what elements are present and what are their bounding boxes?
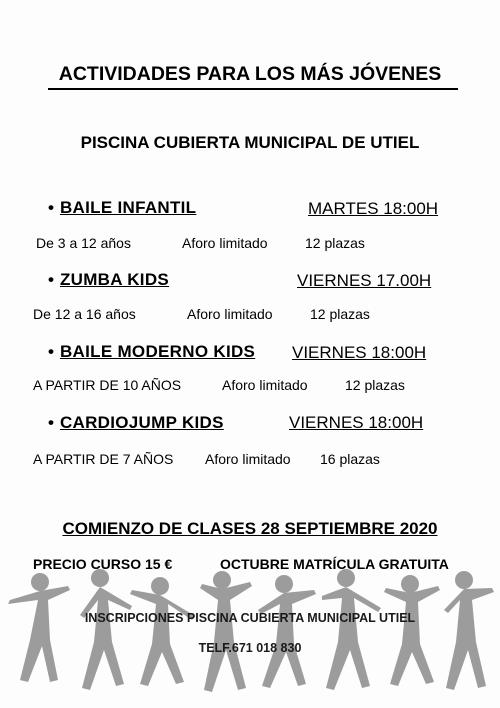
free-registration-text: OCTUBRE MATRÍCULA GRATUITA <box>220 556 449 572</box>
page-title: ACTIVIDADES PARA LOS MÁS JÓVENES <box>58 63 442 85</box>
activity-plazas-3: 12 plazas <box>345 377 405 393</box>
bullet: • <box>48 270 54 289</box>
price-text: PRECIO CURSO 15 € <box>33 556 173 572</box>
activity-name-2: • ZUMBA KIDS <box>48 270 170 289</box>
activity-aforo-4: Aforo limitado <box>205 451 291 467</box>
dancers-silhouette-icon <box>0 560 500 708</box>
activity-time-2: VIERNES 17.00H <box>297 271 432 290</box>
activity-time-1: MARTES 18:00H <box>308 199 439 218</box>
activity-name-1: • BAILE INFANTIL <box>48 198 197 217</box>
bullet: • <box>48 413 54 432</box>
bullet: • <box>48 342 54 361</box>
activity-time-3: VIERNES 18:00H <box>292 343 427 362</box>
activity-time-4: VIERNES 18:00H <box>289 413 424 432</box>
activity-age-1: De 3 a 12 años <box>36 235 131 251</box>
activity-age-4: A PARTIR DE 7 AÑOS <box>33 451 174 467</box>
activity-aforo-3: Aforo limitado <box>222 377 308 393</box>
activity-plazas-2: 12 plazas <box>310 306 370 322</box>
activity-name-4: • CARDIOJUMP KIDS <box>48 413 224 432</box>
bullet: • <box>48 198 54 217</box>
registration-info: INSCRIPCIONES PISCINA CUBIERTA MUNICIPAL UTIEL <box>84 611 416 625</box>
page-subtitle: PISCINA CUBIERTA MUNICIPAL DE UTIEL <box>80 133 420 152</box>
title-underline <box>48 88 458 90</box>
activity-plazas-1: 12 plazas <box>305 235 365 251</box>
activity-aforo-1: Aforo limitado <box>182 235 268 251</box>
start-date: COMIENZO DE CLASES 28 SEPTIEMBRE 2020 <box>62 519 438 538</box>
activity-age-2: De 12 a 16 años <box>33 306 136 322</box>
activity-age-3: A PARTIR DE 10 AÑOS <box>33 377 182 393</box>
phone-number: TELF.671 018 830 <box>198 641 302 655</box>
activity-plazas-4: 16 plazas <box>320 451 380 467</box>
activity-aforo-2: Aforo limitado <box>187 306 273 322</box>
activity-name-3: • BAILE MODERNO KIDS <box>48 342 256 361</box>
